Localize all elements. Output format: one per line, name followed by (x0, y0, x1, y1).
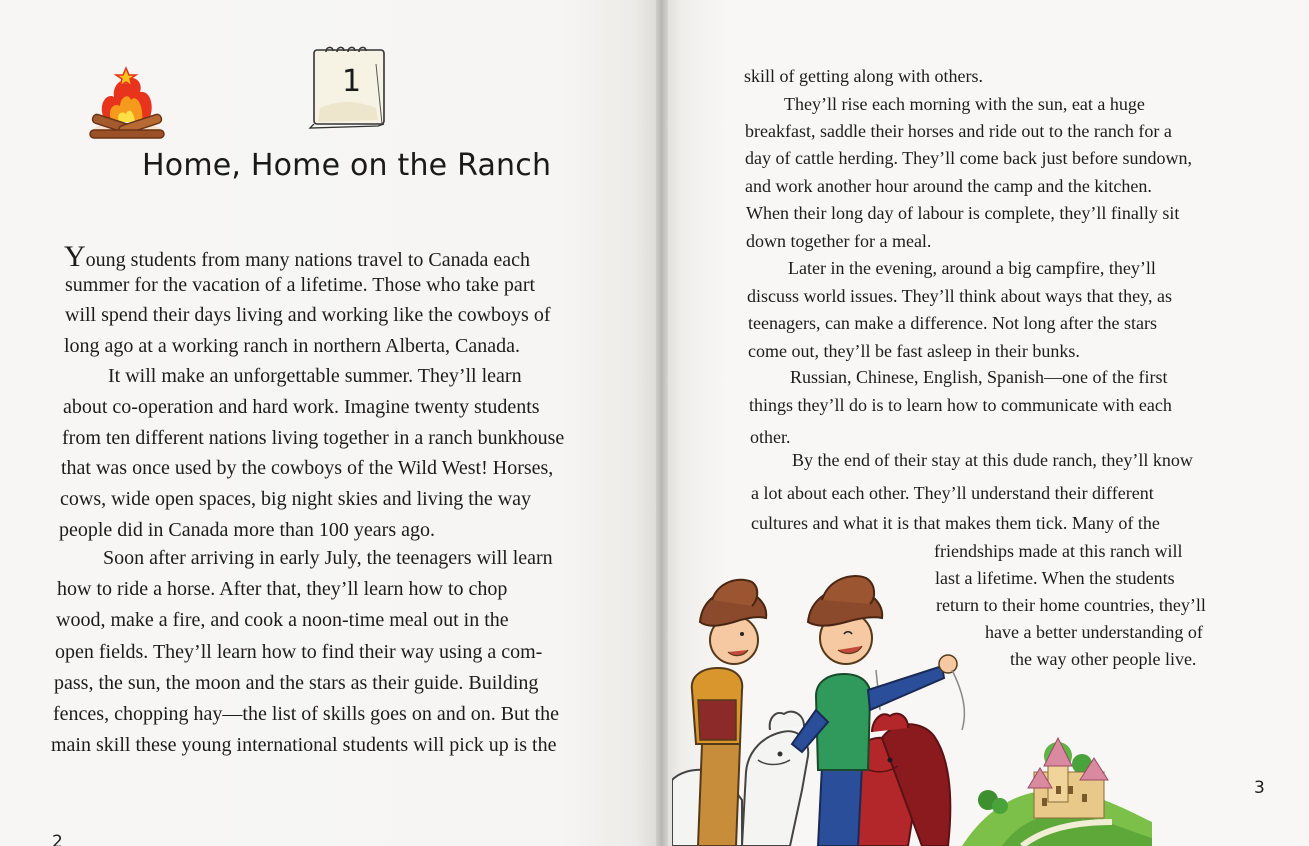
text-line: Russian, Chinese, English, Spanish—one of the first (790, 367, 1168, 387)
text-line: By the end of their stay at this dude ranch, they’ll know (792, 450, 1193, 470)
text-line: wood, make a fire, and cook a noon-time meal out in the (56, 609, 509, 631)
campfire-icon (86, 62, 168, 146)
text-line: pass, the sun, the moon and the stars as their guide. Building (54, 672, 539, 694)
book-spine (656, 0, 668, 846)
text-line: people did in Canada more than 100 years ago. (59, 519, 435, 541)
text-line: down together for a meal. (746, 231, 932, 251)
text-line: When their long day of labour is complete, they’ll finally sit (746, 203, 1180, 223)
text-line: fences, chopping hay—the list of skills goes on and on. But the (53, 703, 560, 725)
text-line: day of cattle herding. They’ll come back just before sundown, (745, 148, 1193, 168)
text-line: breakfast, saddle their horses and ride out to the ranch for a (745, 121, 1172, 141)
chapter-number: 1 (342, 64, 362, 99)
page-number-right: 3 (1254, 778, 1265, 798)
text-line: It will make an unforgettable summer. They’ll learn (108, 365, 522, 387)
text-line: cultures and what it is that makes them tick. Many of the (751, 513, 1160, 533)
text-line: will spend their days living and working like the cowboys of (65, 304, 551, 326)
text-line: discuss world issues. They’ll think about ways that they, as (747, 286, 1172, 306)
text-line: teenagers, can make a difference. Not long after the stars (748, 313, 1157, 333)
text-line: from ten different nations living together in a ranch bunkhouse (62, 427, 565, 449)
text-line: open fields. They’ll learn how to find their way using a com- (55, 641, 543, 663)
cowboys-on-horses-illustration (672, 560, 1152, 846)
text-line: return to their home countries, they’ll (936, 595, 1206, 615)
text-line: summer for the vacation of a lifetime. Those who take part (65, 274, 536, 296)
text-line: long ago at a working ranch in northern Alberta, Canada. (64, 335, 520, 357)
text-line: cows, wide open spaces, big night skies and living the way (60, 488, 532, 510)
page-number-left: 2 (52, 832, 63, 846)
text-line: how to ride a horse. After that, they’ll learn how to chop (57, 578, 508, 600)
drop-cap: Y (64, 240, 86, 273)
text-line: things they’ll do is to learn how to communicate with each (749, 395, 1172, 415)
text-line: a lot about each other. They’ll understand their different (751, 483, 1154, 503)
text-line: about co-operation and hard work. Imagine twenty students (63, 396, 540, 418)
chapter-title: Home, Home on the Ranch (142, 148, 552, 183)
text-line: Later in the evening, around a big campfire, they’ll (788, 258, 1156, 278)
text-line: skill of getting along with others. (744, 66, 983, 86)
text-line: They’ll rise each morning with the sun, eat a huge (784, 94, 1145, 114)
text-line: other. (750, 427, 791, 447)
text-line: come out, they’ll be fast asleep in their bunks. (748, 341, 1080, 361)
text-line: and work another hour around the camp and the kitchen. (745, 176, 1152, 196)
text-line: Soon after arriving in early July, the teenagers will learn (103, 547, 553, 569)
text-line: last a lifetime. When the students (935, 568, 1175, 588)
text-line: that was once used by the cowboys of the Wild West! Horses, (61, 457, 554, 479)
text-line: Young students from many nations travel to Canada each (64, 240, 530, 273)
text-line: the way other people live. (1010, 649, 1197, 669)
text-line: friendships made at this ranch will (934, 541, 1183, 561)
text-line: main skill these young international students will pick up is the (51, 734, 557, 756)
text-line: have a better understanding of (985, 622, 1203, 642)
